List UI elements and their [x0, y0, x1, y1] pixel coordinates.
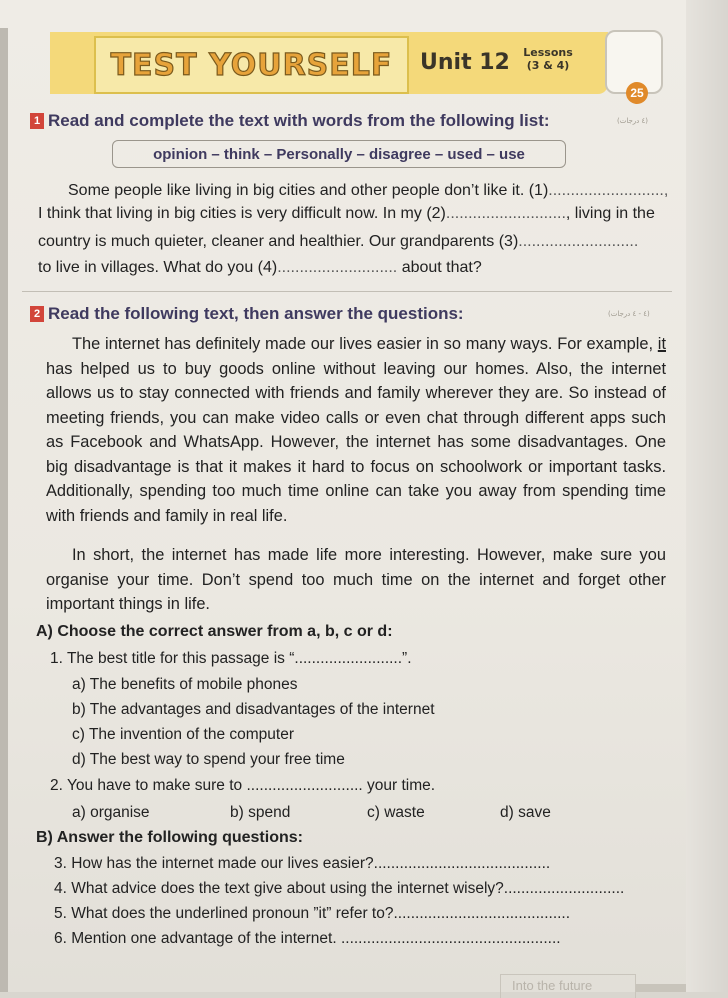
q1-option-c[interactable]: c) The invention of the computer [72, 726, 295, 743]
passage-text: In short, the internet has made life more interesting. However, make sure you organise your time. Don’t spend too much time on the internet and forget other important things in life. [46, 546, 666, 613]
answer-blank-3[interactable]: ........................... [518, 233, 639, 250]
partB-heading: B) Answer the following questions: [36, 829, 303, 846]
line-tail: about that? [397, 259, 482, 276]
page-number-badge: 25 [626, 82, 648, 104]
passage-text: The internet has definitely made our lives easier in so many ways. For example, [72, 335, 658, 353]
q2-option-a[interactable]: a) organise [72, 804, 150, 821]
page-title: TEST YOURSELF [110, 47, 393, 83]
line-tail: , living in the [565, 205, 655, 222]
passage-text: has helped us to buy goods online without leaving our homes. Also, the internet allows us to stay connected with friends and family wherever they are. So instead of meeting friends, you can make video calls or even chat through different apps such as Facebook and WhatsApp. However, the internet has some disadvantages. One big disadvantage is that it makes it hard to focus on schoolwork or important tasks. Additionally, spending too much time online can take you away from spending time with friends and family in real life. [46, 359, 666, 525]
footer-text: Into the future [512, 978, 593, 993]
underlined-pronoun: it [657, 335, 666, 353]
reading-passage-p1 [46, 332, 666, 528]
question-1: 1. The best title for this passage is “.........................”. [50, 650, 412, 667]
section1-instruction: Read and complete the text with words from the following list: [48, 111, 550, 130]
q2-option-c[interactable]: c) waste [367, 804, 425, 821]
section1-number: 1 [30, 113, 44, 129]
section1-line-4 [38, 259, 668, 277]
footer-tab [636, 984, 686, 992]
title-box [94, 36, 409, 94]
line-text: to live in villages. What do you (4) [38, 259, 278, 276]
q2-option-d[interactable]: d) save [500, 804, 551, 821]
q2-option-b[interactable]: b) spend [230, 804, 291, 821]
partA-heading: A) Choose the correct answer from a, b, c or d: [36, 623, 393, 640]
q1-option-b[interactable]: b) The advantages and disadvantages of the internet [72, 701, 435, 718]
answer-blank-4[interactable]: ........................... [277, 259, 398, 276]
lessons-range: (3 & 4) [526, 59, 570, 72]
word-list-box: opinion – think – Personally – disagree – used – use [112, 140, 566, 168]
page-edge [0, 28, 8, 992]
section2-number: 2 [30, 306, 44, 322]
line-text: I think that living in big cities is very difficult now. In my (2) [38, 205, 446, 222]
question-6[interactable]: 6. Mention one advantage of the internet. ................................................... [54, 930, 561, 947]
question-4[interactable]: 4. What advice does the text give about using the internet wisely?............................ [54, 880, 625, 897]
lessons-label [513, 46, 583, 72]
line-text: Some people like living in big cities and other people don’t like it. (1) [68, 182, 549, 199]
unit-label: Unit 12 [420, 50, 510, 75]
section1-heading [30, 111, 550, 131]
section1-marks: (٤ درجات) [617, 117, 649, 125]
lessons-word: Lessons [523, 46, 573, 59]
answer-blank-1[interactable]: .........................., [548, 182, 669, 199]
reading-passage-p2 [46, 543, 666, 617]
section2-marks: (٤ - ٤ درجات) [608, 310, 650, 318]
section2-instruction: Read the following text, then answer the questions: [48, 304, 464, 323]
section-divider [22, 291, 672, 292]
question-2: 2. You have to make sure to ........................... your time. [50, 777, 436, 794]
line-text: country is much quieter, cleaner and healthier. Our grandparents (3) [38, 233, 519, 250]
q1-option-a[interactable]: a) The benefits of mobile phones [72, 676, 298, 693]
question-5[interactable]: 5. What does the underlined pronoun ”it” refer to?......................................... [54, 905, 571, 922]
question-3[interactable]: 3. How has the internet made our lives easier?......................................... [54, 855, 551, 872]
answer-blank-2[interactable]: ........................... [445, 205, 566, 222]
section1-line-1 [68, 182, 698, 200]
section1-line-3 [38, 233, 668, 251]
q1-option-d[interactable]: d) The best way to spend your free time [72, 751, 345, 768]
page-edge-right [686, 0, 728, 992]
section1-line-2 [38, 205, 668, 223]
section2-heading [30, 304, 464, 324]
